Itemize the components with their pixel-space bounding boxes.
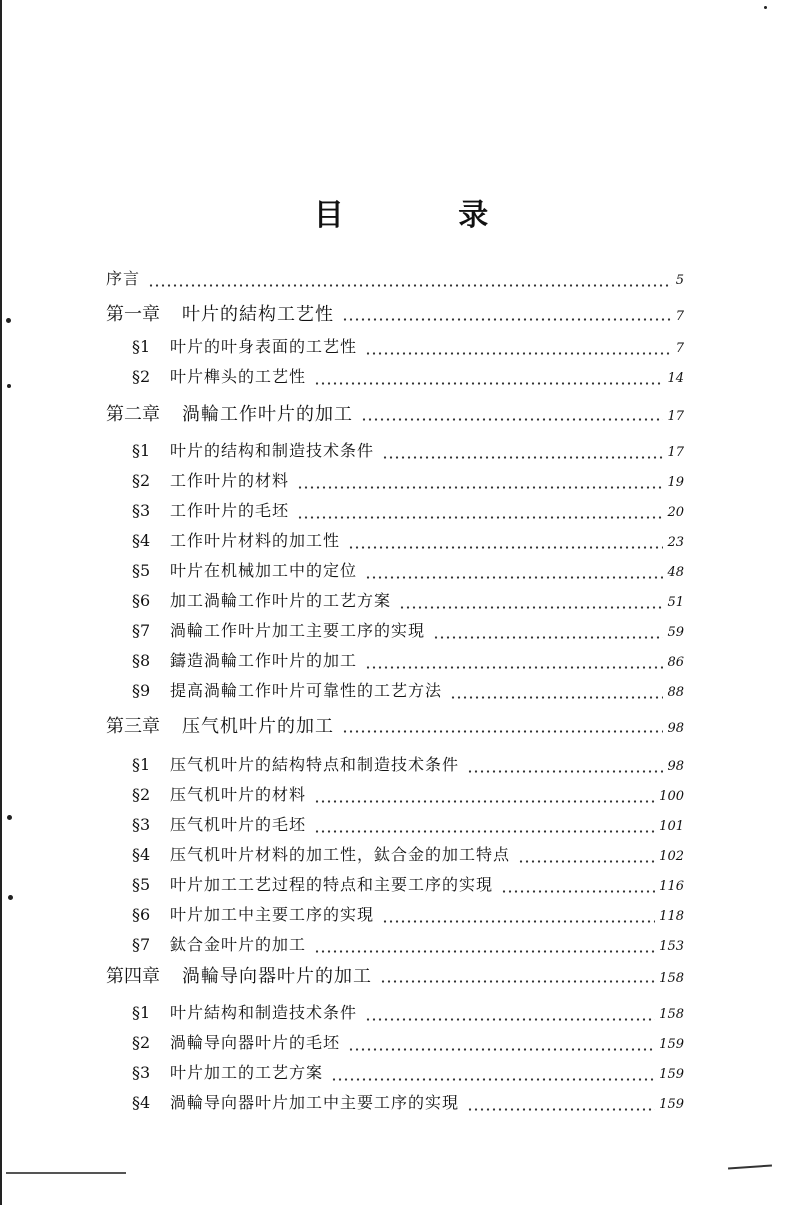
page-number: 48 <box>667 565 684 580</box>
page-number: 159 <box>659 1067 684 1082</box>
entry-title: 渦輪导向器叶片的毛坯 <box>170 1033 341 1052</box>
scan-mark-bottom-right <box>728 1164 772 1169</box>
toc-preface-entry <box>106 266 684 296</box>
page-number: 102 <box>659 849 684 864</box>
section-number: §6 <box>132 905 151 924</box>
page-number: 88 <box>667 685 684 700</box>
page-title: 目 录 <box>313 198 541 233</box>
section-number: §2 <box>132 785 151 804</box>
toc-section-entry <box>132 618 684 648</box>
page-number: 17 <box>667 445 684 460</box>
dot-leader <box>365 666 663 669</box>
section-number: §6 <box>132 591 151 610</box>
entry-title: 提高渦輪工作叶片可靠性的工艺方法 <box>170 681 443 700</box>
entry-title: 叶片加工工艺过程的特点和主要工序的实現 <box>170 875 494 894</box>
section-number: §7 <box>132 621 151 640</box>
toc-section-entry <box>132 902 684 932</box>
dot-leader <box>148 284 672 287</box>
toc-chapter-entry <box>106 400 684 430</box>
page-number: 158 <box>659 971 684 986</box>
section-number: §2 <box>132 1033 151 1052</box>
chapter-number: 第二章 <box>106 404 160 425</box>
toc-section-entry <box>132 752 684 782</box>
section-number: §5 <box>132 561 151 580</box>
dot-leader <box>314 830 655 833</box>
page-number: 7 <box>675 341 684 356</box>
toc-section-entry <box>132 498 684 528</box>
entry-title: 叶片結构和制造技术条件 <box>170 1003 358 1022</box>
entry-title: 压气机叶片的結构特点和制造技术条件 <box>170 755 460 774</box>
toc-section-entry <box>132 648 684 678</box>
section-number: §2 <box>132 367 151 386</box>
dot-leader <box>399 606 663 609</box>
entry-title: 压气机叶片的材料 <box>170 785 307 804</box>
toc-section-entry <box>132 932 684 962</box>
section-number: §7 <box>132 935 151 954</box>
page-number: 116 <box>659 879 684 894</box>
toc-section-entry <box>132 588 684 618</box>
toc-section-entry <box>132 678 684 708</box>
entry-title: 渦輪导向器叶片的加工 <box>182 966 372 987</box>
dot-leader <box>382 920 655 923</box>
dot-leader <box>467 1108 655 1111</box>
dot-leader <box>297 486 663 489</box>
scan-speck <box>8 895 13 900</box>
dot-leader <box>331 1078 655 1081</box>
entry-title: 叶片加工中主要工序的实現 <box>170 905 375 924</box>
dot-leader <box>380 980 655 983</box>
toc-chapter-entry <box>106 300 684 330</box>
scan-speck <box>6 318 11 323</box>
chapter-number: 第一章 <box>106 304 160 325</box>
toc-section-entry <box>132 528 684 558</box>
page-number: 19 <box>667 475 684 490</box>
page-number: 158 <box>659 1007 684 1022</box>
dot-leader <box>314 800 655 803</box>
entry-title: 鈦合金叶片的加工 <box>170 935 307 954</box>
toc-section-entry <box>132 558 684 588</box>
dot-leader <box>314 382 663 385</box>
entry-title: 叶片的叶身表面的工艺性 <box>170 337 358 356</box>
page-number: 153 <box>659 939 684 954</box>
entry-title: 压气机叶片的加工 <box>182 716 334 737</box>
page-number: 98 <box>667 759 684 774</box>
dot-leader <box>450 696 663 699</box>
section-number: §3 <box>132 501 151 520</box>
section-number: §1 <box>132 1003 151 1022</box>
section-number: §9 <box>132 681 151 700</box>
dot-leader <box>348 1048 655 1051</box>
dot-leader <box>342 318 672 321</box>
page-number: 23 <box>667 535 684 550</box>
dot-leader <box>297 516 663 519</box>
entry-title: 渦輪导向器叶片加工中主要工序的实現 <box>170 1093 460 1112</box>
page-number: 5 <box>675 273 684 288</box>
dot-leader <box>382 456 663 459</box>
dot-leader <box>361 418 663 421</box>
entry-title: 压气机叶片的毛坯 <box>170 815 307 834</box>
chapter-number: 第三章 <box>106 716 160 737</box>
page-number: 59 <box>667 625 684 640</box>
dot-leader <box>501 890 655 893</box>
dot-leader <box>365 352 672 355</box>
page-number: 7 <box>675 309 684 324</box>
toc-chapter-entry <box>106 962 684 992</box>
dot-leader <box>433 636 663 639</box>
chapter-number: 第四章 <box>106 966 160 987</box>
toc-section-entry <box>132 364 684 394</box>
entry-title: 叶片的結构工艺性 <box>182 304 334 325</box>
entry-title: 鑄造渦輪工作叶片的加工 <box>170 651 358 670</box>
entry-title: 叶片榫头的工艺性 <box>170 367 307 386</box>
scan-speck <box>7 815 12 820</box>
toc-section-entry <box>132 872 684 902</box>
dot-leader <box>467 770 663 773</box>
page-number: 118 <box>659 909 684 924</box>
scan-mark-bottom-left <box>6 1172 126 1174</box>
toc-section-entry <box>132 1000 684 1030</box>
toc-section-entry <box>132 1060 684 1090</box>
page-number: 98 <box>667 721 684 736</box>
section-number: §5 <box>132 875 151 894</box>
entry-title: 压气机叶片材料的加工性，鈦合金的加工特点 <box>170 845 511 864</box>
page-edge-line <box>0 0 2 1205</box>
page-number: 100 <box>659 789 684 804</box>
section-number: §2 <box>132 471 151 490</box>
entry-title: 工作叶片材料的加工性 <box>170 531 341 550</box>
page-number: 101 <box>659 819 684 834</box>
entry-title: 叶片加工的工艺方案 <box>170 1063 324 1082</box>
toc-section-entry <box>132 1090 684 1120</box>
page-number: 20 <box>667 505 684 520</box>
toc-section-entry <box>132 468 684 498</box>
section-number: §1 <box>132 337 151 356</box>
entry-title: 叶片在机械加工中的定位 <box>170 561 358 580</box>
entry-title: 渦輪工作叶片加工主要工序的实現 <box>170 621 426 640</box>
scan-speck <box>7 384 11 388</box>
section-number: §1 <box>132 441 151 460</box>
page-number: 51 <box>667 595 684 610</box>
dot-leader <box>342 730 663 733</box>
section-number: §3 <box>132 815 151 834</box>
dot-leader <box>348 546 663 549</box>
section-number: §3 <box>132 1063 151 1082</box>
page-number: 14 <box>667 371 684 386</box>
toc-section-entry <box>132 782 684 812</box>
scan-speck <box>764 6 767 9</box>
entry-title: 加工渦輪工作叶片的工艺方案 <box>170 591 392 610</box>
toc-section-entry <box>132 334 684 364</box>
entry-title: 工作叶片的毛坯 <box>170 501 290 520</box>
toc-chapter-entry <box>106 712 684 742</box>
toc-section-entry <box>132 812 684 842</box>
page-number: 86 <box>667 655 684 670</box>
page-number: 17 <box>667 409 684 424</box>
entry-title: 叶片的结构和制造技术条件 <box>170 441 375 460</box>
dot-leader <box>365 1018 655 1021</box>
entry-title: 序言 <box>106 269 141 288</box>
section-number: §8 <box>132 651 151 670</box>
page-number: 159 <box>659 1037 684 1052</box>
page-number: 159 <box>659 1097 684 1112</box>
section-number: §4 <box>132 1093 151 1112</box>
entry-title: 渦輪工作叶片的加工 <box>182 404 353 425</box>
toc-section-entry <box>132 842 684 872</box>
toc-section-entry <box>132 1030 684 1060</box>
entry-title: 工作叶片的材料 <box>170 471 290 490</box>
section-number: §4 <box>132 531 151 550</box>
section-number: §1 <box>132 755 151 774</box>
toc-section-entry <box>132 438 684 468</box>
dot-leader <box>365 576 663 579</box>
section-number: §4 <box>132 845 151 864</box>
dot-leader <box>518 860 655 863</box>
dot-leader <box>314 950 655 953</box>
